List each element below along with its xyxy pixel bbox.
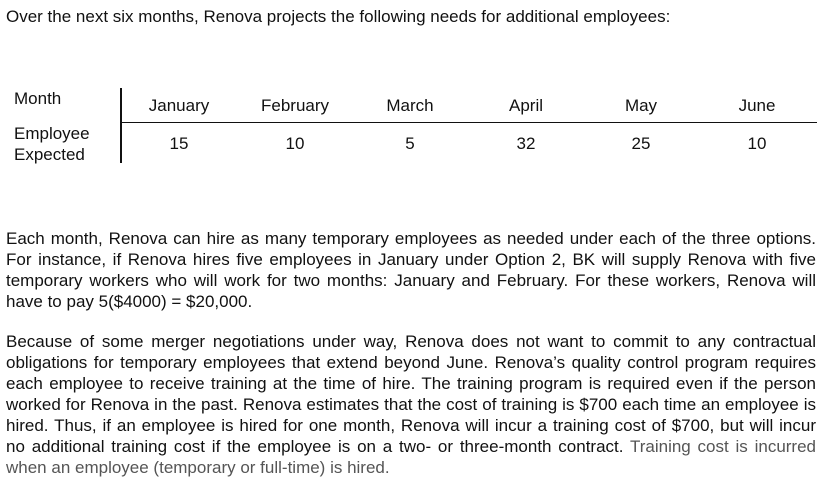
table-horizontal-divider xyxy=(120,122,817,123)
employee-count: 5 xyxy=(405,134,415,153)
paragraph-training-cost xyxy=(6,331,816,478)
month-header: May xyxy=(624,96,658,115)
employee-count: 10 xyxy=(285,134,305,153)
paragraph-hiring-options: Each month, Renova can hire as many temporary employees as needed under each of the three options. For instance, if Renova hires five employees in January under Option 2, BK will supply Renova with five temporary workers who will work for two months: January and February. For these workers, Renova will have to pay 5($4000) = $20,000. xyxy=(6,229,816,311)
paragraph-training-note: Training cost is incurred when an employee (temporary or full-time) is hired. xyxy=(6,437,817,477)
employee-count: 25 xyxy=(631,134,651,153)
month-header: June xyxy=(738,96,776,115)
employee-needs-table xyxy=(0,0,833,200)
row-header-month: Month xyxy=(14,89,62,108)
row-header-expected: Expected xyxy=(14,145,85,164)
month-header: April xyxy=(508,96,544,115)
row-header-employee: Employee xyxy=(14,124,90,143)
employee-count: 32 xyxy=(516,134,536,153)
employee-count: 10 xyxy=(747,134,767,153)
month-header: January xyxy=(148,96,210,115)
table-vertical-divider xyxy=(120,88,122,163)
month-header: February xyxy=(260,96,330,115)
employee-count: 15 xyxy=(169,134,189,153)
month-header: March xyxy=(386,96,434,115)
paragraph-training-body: Because of some merger negotiations under way, Renova does not want to commit to any contractual obligations for temporary employees that extend beyond June. Renova’s quality control program requires each employee to receive training at the time of hire. The training program is required even if the person worked for Renova in the past. Renova estimates that the cost of training is $700 each time an employee is hired. Thus, if an employee is hired for one month, Renova will incur a training cost of $700, but will incur no additional training cost if the employee is on a two- or three-month contract. xyxy=(6,332,816,456)
intro-sentence: Over the next six months, Renova projects the following needs for additional employees: xyxy=(6,7,671,26)
